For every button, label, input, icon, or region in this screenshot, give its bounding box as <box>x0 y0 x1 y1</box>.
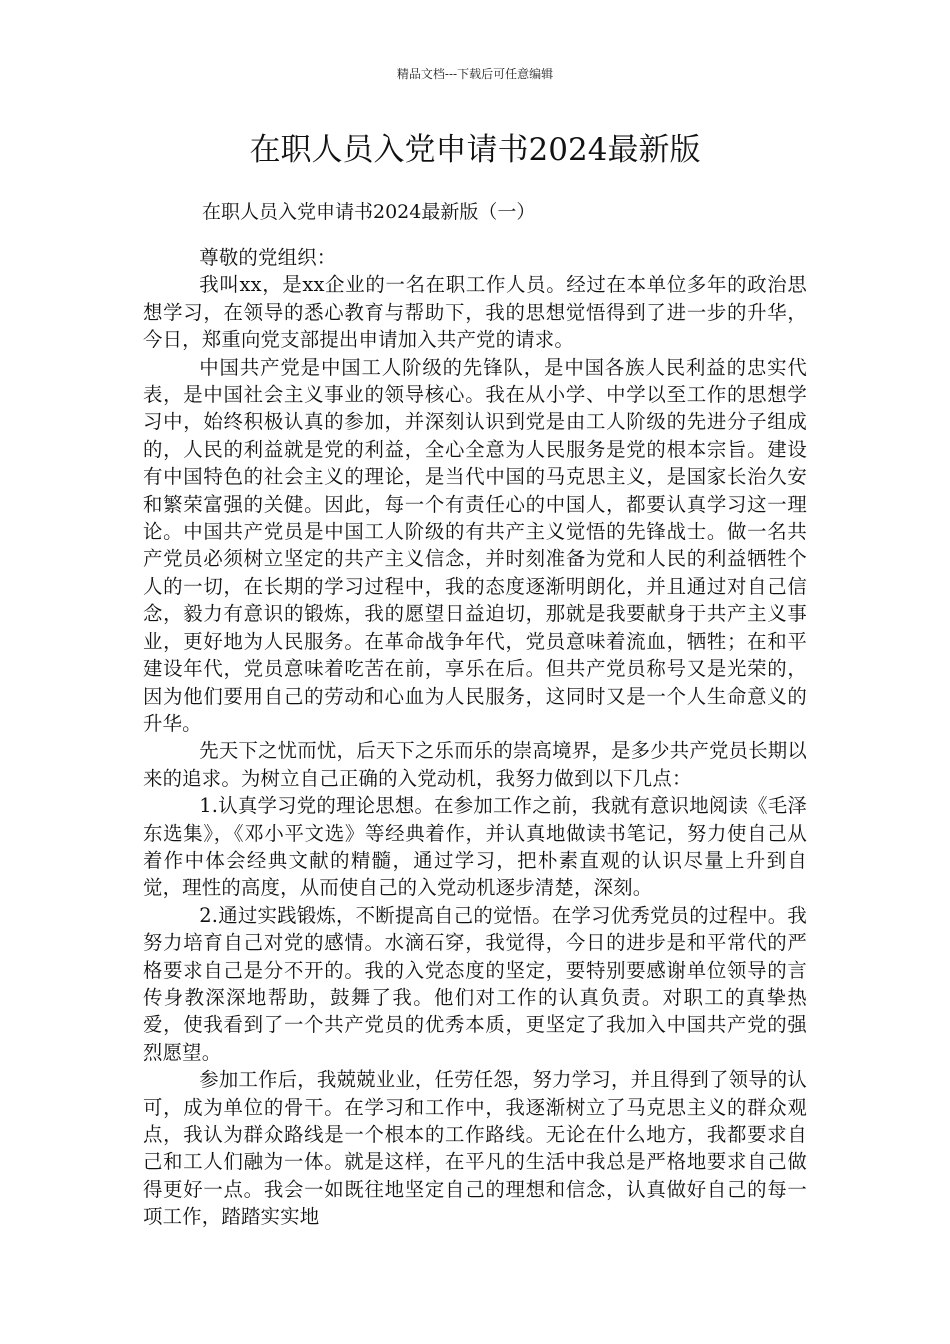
paragraph-point-1: 1.认真学习党的理论思想。在参加工作之前，我就有意识地阅读《毛泽东选集》，《邓小平文选》等经典着作，并认真地做读书笔记，努力使自己从着作中体会经典文献的精髓，通过学习，把朴素直观的认识尽量上升到自觉，理性的高度，从而使自己的入党动机逐步清楚，深刻。 <box>143 794 807 900</box>
paragraph-point-2: 2.通过实践锻炼，不断提高自己的觉悟。在学习优秀党员的过程中。我努力培育自己对党的感情。水滴石穿，我觉得，今日的进步是和平常代的严格要求自己是分不开的。我的入党态度的坚定，要特别要感谢单位领导的言传身教深深地帮助，鼓舞了我。他们对工作的认真负责。对职工的真挚热爱，使我看到了一个共产党员的优秀本质，更坚定了我加入中国共产党的强烈愿望。 <box>143 903 807 1064</box>
paragraph-introduction: 我叫xx，是xx企业的一名在职工作人员。经过在本单位多年的政治思想学习，在领导的悉心教育与帮助下，我的思想觉悟得到了进一步的升华，今日，郑重向党支部提出申请加入共产党的请求。 <box>143 273 807 352</box>
paragraph-party-understanding: 中国共产党是中国工人阶级的先锋队，是中国各族人民利益的忠实代表，是中国社会主义事业的领导核心。我在从小学、中学以至工作的思想学习中，始终积极认真的参加，并深刻认识到党是由工人阶级的先进分子组成的，人民的利益就是党的利益，全心全意为人民服务是党的根本宗旨。建设有中国特色的社会主义的理论，是当代中国的马克思主义，是国家长治久安和繁荣富强的关健。因此，每一个有责任心的中国人，都要认真学习这一理论。中国共产党员是中国工人阶级的有共产主义觉悟的先锋战士。做一名共产党员必须树立坚定的共产主义信念，并时刻准备为党和人民的利益牺牲个人的一切，在长期的学习过程中，我的态度逐渐明朗化，并且通过对自己信念，毅力有意识的锻炼，我的愿望日益迫切，那就是我要献身于共产主义事业，更好地为人民服务。在革命战争年代，党员意味着流血，牺牲；在和平建设年代，党员意味着吃苦在前，享乐在后。但共产党员称号又是光荣的，因为他们要用自己的劳动和心血为人民服务，这同时又是一个人生命意义的升华。 <box>143 355 807 735</box>
body-text <box>143 244 807 1231</box>
paragraph-motivation: 先天下之忧而忧，后天下之乐而乐的崇高境界，是多少共产党员长期以来的追求。为树立自己正确的入党动机，我努力做到以下几点： <box>143 739 807 790</box>
header-note: 精品文档---下载后可任意编辑 <box>396 67 554 81</box>
salutation: 尊敬的党组织： <box>199 246 337 269</box>
paragraph-work-experience: 参加工作后，我兢兢业业，任劳任怨，努力学习，并且得到了领导的认可，成为单位的骨干。在学习和工作中，我逐渐树立了马克思主义的群众观点，我认为群众路线是一个根本的工作路线。无论在什么地方，我都要求自己和工人们融为一体。就是这样，在平凡的生活中我总是严格地要求自己做得更好一点。我会一如既往地坚定自己的理想和信念，认真做好自己的每一项工作，踏踏实实地 <box>143 1068 807 1229</box>
document-title: 在职人员入党申请书2024最新版 <box>249 132 701 168</box>
document-subtitle: 在职人员入党申请书2024最新版（一） <box>202 201 536 223</box>
